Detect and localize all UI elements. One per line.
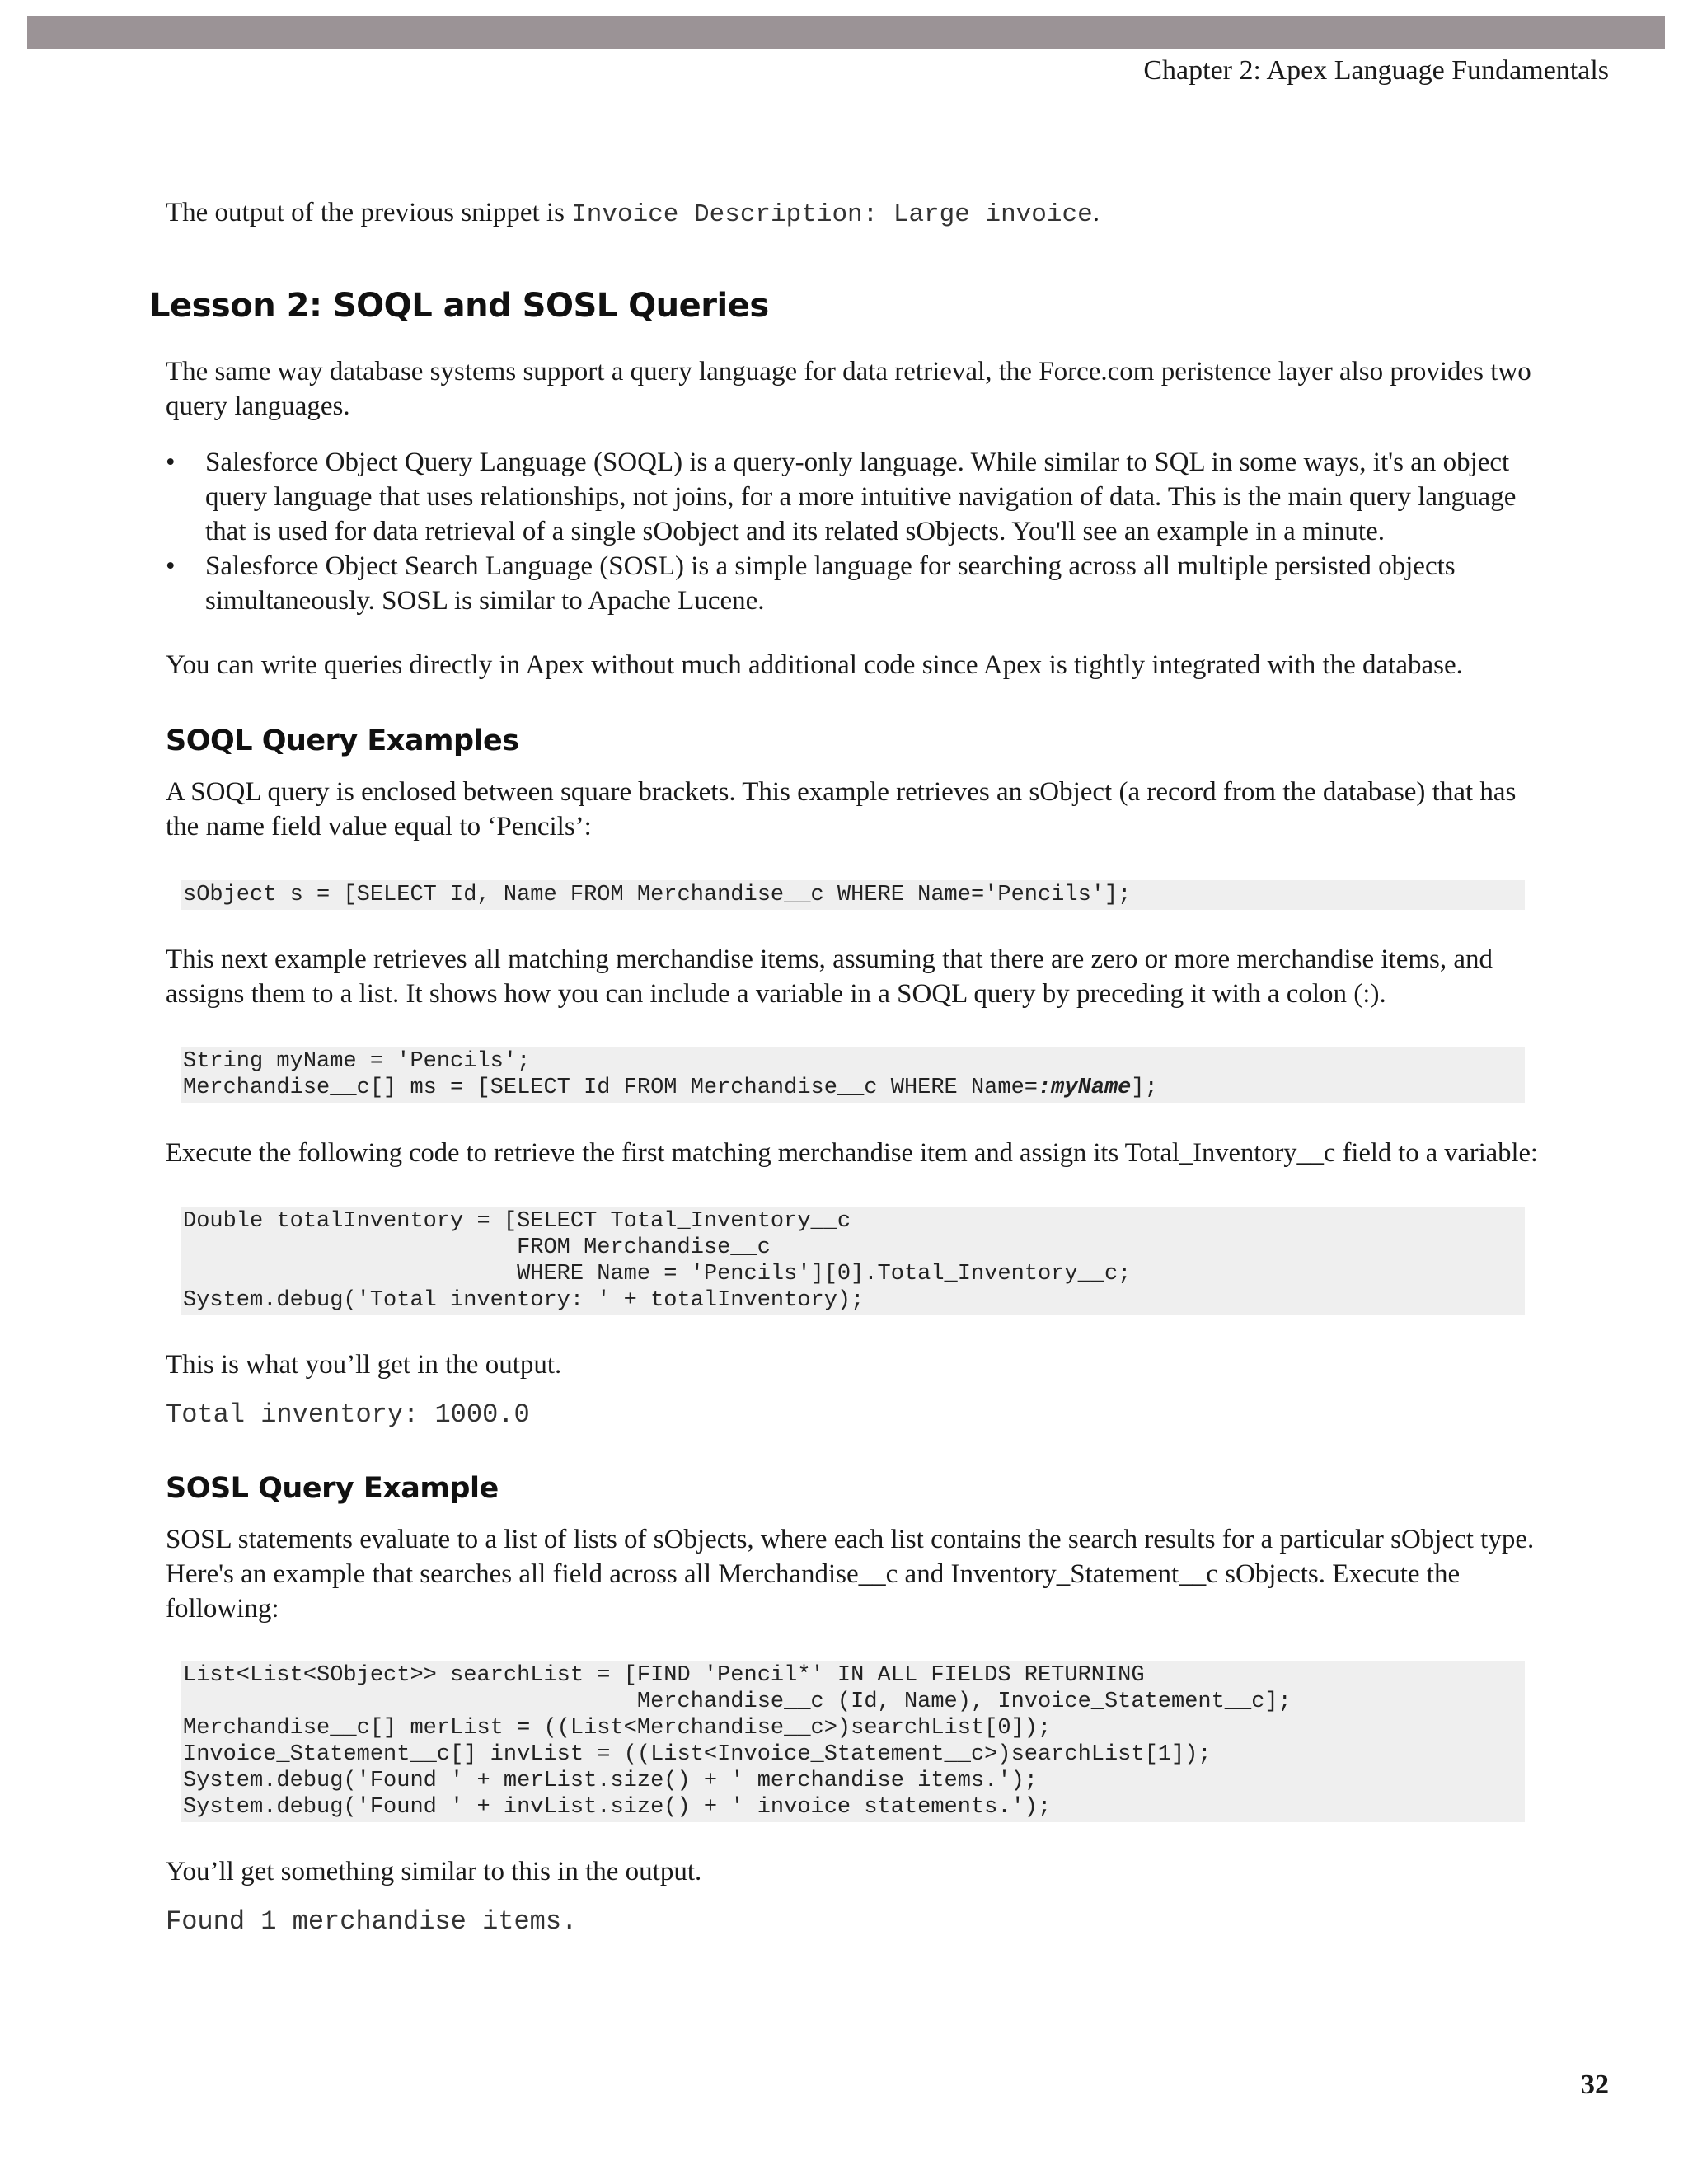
page-number: 32 xyxy=(1581,2069,1609,2100)
list-item-line: that is used for data retrieval of a single sOobject and its related sObjects. You'll see an example in a minute. xyxy=(205,517,1385,546)
intro-inline-code: Invoice Description: Large invoice xyxy=(571,200,1093,229)
lesson-paragraph-1-line-1: The same way database systems support a query language for data retrieval, the Force.com peristence layer also provides two xyxy=(166,357,1531,387)
code-line: String myName = 'Pencils'; xyxy=(183,1049,531,1074)
sosl-paragraph-1 xyxy=(166,1522,1534,1626)
list-item-line: simultaneously. SOSL is similar to Apache Lucene. xyxy=(205,586,765,616)
list-item-line: Salesforce Object Search Language (SOSL) is a simple language for searching across all multiple persisted objects xyxy=(205,551,1456,581)
soql-paragraph-2-line-2: assigns them to a list. It shows how you can include a variable in a SOQL query by preceding it with a colon (:). xyxy=(166,979,1386,1009)
soql-paragraph-4: This is what you’ll get in the output. xyxy=(166,1350,562,1380)
soql-code-block-1 xyxy=(181,880,1525,910)
soql-paragraph-1 xyxy=(166,775,1516,844)
list-item-line: query language that uses relationships, not joins, for a more intuitive navigation of data. This is the main query language xyxy=(205,482,1517,512)
soql-code-block-2 xyxy=(181,1047,1525,1103)
code-line: WHERE Name = 'Pencils'][0].Total_Inventory__c; xyxy=(183,1262,1132,1286)
soql-paragraph-2-line-1: This next example retrieves all matching merchandise items, assuming that there are zero or more merchandise items, and xyxy=(166,944,1493,974)
list-item-line: Salesforce Object Query Language (SOQL) is a query-only language. While similar to SQL in some ways, it's an object xyxy=(205,448,1510,477)
intro-end: . xyxy=(1092,198,1100,227)
sosl-paragraph-1-line-2: Here's an example that searches all field across all Merchandise__c and Inventory_Statement__c sObjects. Execute the xyxy=(166,1559,1461,1589)
code-line: FROM Merchandise__c xyxy=(183,1235,771,1260)
lesson-paragraph-2: You can write queries directly in Apex without much additional code since Apex is tightly integrated with the database. xyxy=(166,650,1463,680)
code-line: System.debug('Total inventory: ' + totalInventory); xyxy=(183,1288,865,1313)
soql-output: Total inventory: 1000.0 xyxy=(166,1399,530,1430)
lesson-title: Lesson 2: SOQL and SOSL Queries xyxy=(149,287,769,325)
chapter-header: Chapter 2: Apex Language Fundamentals xyxy=(1143,55,1609,86)
sosl-section-title: SOSL Query Example xyxy=(166,1472,499,1505)
code-line: List<List<SObject>> searchList = [FIND 'Pencil*' IN ALL FIELDS RETURNING xyxy=(183,1663,1145,1688)
code-line: sObject s = [SELECT Id, Name FROM Merchandise__c WHERE Name='Pencils']; xyxy=(183,883,1132,907)
code-line xyxy=(183,1075,1525,1101)
intro-paragraph xyxy=(166,195,1100,232)
sosl-paragraph-1-line-1: SOSL statements evaluate to a list of lists of sObjects, where each list contains the search results for a particular sObject type. xyxy=(166,1525,1535,1554)
bullet-icon: • xyxy=(166,551,176,581)
code-variable: :myName xyxy=(1037,1076,1132,1100)
code-line: Double totalInventory = [SELECT Total_Inventory__c xyxy=(183,1209,851,1234)
sosl-code-block xyxy=(181,1661,1525,1822)
soql-section-title: SOQL Query Examples xyxy=(166,724,519,757)
sosl-paragraph-1-line-3: following: xyxy=(166,1594,279,1624)
list-item xyxy=(166,549,1516,618)
code-segment: ]; xyxy=(1131,1076,1158,1100)
sosl-output: Found 1 merchandise items. xyxy=(166,1906,578,1937)
code-line: System.debug('Found ' + invList.size() + ' invoice statements.'); xyxy=(183,1795,1052,1820)
bullet-icon: • xyxy=(166,448,176,477)
code-line: Merchandise__c (Id, Name), Invoice_Statement__c]; xyxy=(183,1690,1292,1714)
lesson-paragraph-1-line-2: query languages. xyxy=(166,391,350,421)
query-language-list xyxy=(166,445,1516,618)
lesson-paragraph-1 xyxy=(166,354,1531,424)
code-segment: Merchandise__c[] ms = [SELECT Id FROM Merchandise__c WHERE Name= xyxy=(183,1076,1038,1100)
soql-code-block-3 xyxy=(181,1207,1525,1315)
list-item xyxy=(166,445,1516,549)
soql-paragraph-3: Execute the following code to retrieve the first matching merchandise item and assign its Total_Inventory__c field to a variable: xyxy=(166,1138,1538,1168)
header-bar xyxy=(27,16,1665,49)
code-line: Merchandise__c[] merList = ((List<Merchandise__c>)searchList[0]); xyxy=(183,1716,1052,1741)
sosl-paragraph-2: You’ll get something similar to this in the output. xyxy=(166,1857,702,1886)
intro-text: The output of the previous snippet is xyxy=(166,198,572,227)
soql-paragraph-2 xyxy=(166,942,1493,1011)
soql-paragraph-1-line-1: A SOQL query is enclosed between square brackets. This example retrieves an sObject (a record from the database) that has xyxy=(166,777,1517,807)
code-line: Invoice_Statement__c[] invList = ((List<Invoice_Statement__c>)searchList[1]); xyxy=(183,1742,1212,1767)
soql-paragraph-1-line-2: the name field value equal to ‘Pencils’: xyxy=(166,812,592,841)
code-line: System.debug('Found ' + merList.size() + ' merchandise items.'); xyxy=(183,1769,1038,1793)
